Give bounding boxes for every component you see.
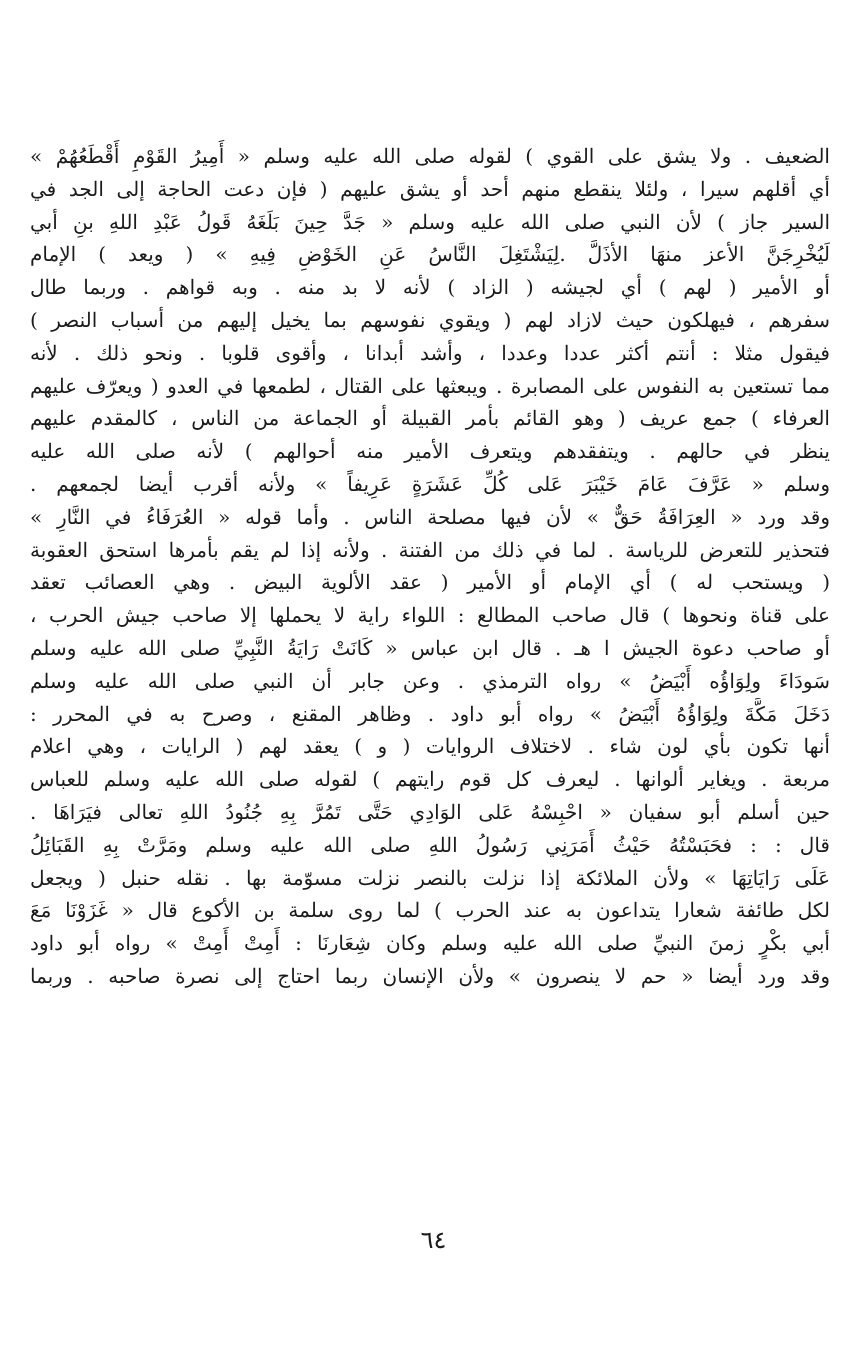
text-line: دَخَلَ مَكَّةَ ولِوَاؤُهُ أَبْيَضُ » رواه أبو داود . وظاهر المقنع ، وصرح به في المحرر : <box>30 701 830 726</box>
text-line: سَودَاءَ ولِوَاؤُه أَبْيَضُ » رواه الترمذي . وعن جابر أن النبي صلى الله عليه وسلم <box>30 668 830 693</box>
text-line: على قناة ونحوها ) قال صاحب المطالع : اللواء راية لا يحملها إلا صاحب جيش الحرب ، <box>30 603 830 628</box>
text-line: وسلم « عَرَّفَ عَامَ خَيْبَرَ عَلى كُلِّ عَشَرَةٍ عَرِيفاً » ولأنه أقرب أيضا لجمعهم . <box>30 471 830 496</box>
text-line: ينظر في حالهم . ويتفقدهم ويتعرف الأمير منه أحوالهم ) لأنه صلى الله عليه <box>30 439 830 464</box>
text-line: أي أقلهم سيرا ، ولئلا ينقطع منهم أحد أو يشق عليهم ( فإن دعت الحاجة إلى الجد في <box>30 176 830 201</box>
text-line: أنها تكون بأي لون شاء . لاختلاف الروايات ( و ) يعقد لهم ( الرايات ، وهي اعلام <box>30 734 830 759</box>
text-line: مما تستعين به النفوس على المصابرة . ويبعثها على القتال ، لطمعها في العدو ( ويعرّف عليهم <box>30 373 830 398</box>
text-line: وقد ورد أيضا « حم لا ينصرون » ولأن الإنسان ربما احتاج إلى نصرة صاحبه . وربما <box>30 963 830 988</box>
text-line: السير جاز ) لأن النبي صلى الله عليه وسلم « جَدَّ حِينَ بَلَغَهُ قَولُ عَبْدِ اللهِ بنِ أبي <box>30 209 830 234</box>
body-text <box>30 140 830 993</box>
page-number: ٦٤ <box>420 1226 447 1254</box>
text-line: فيقول مثلا : أنتم أكثر عددا وعددا ، وأشد أبدانا ، وأقوى قلوبا . ونحو ذلك . لأنه <box>30 340 830 365</box>
text-line: قال : : فحَبَسْتُهُ حَيْثُ أَمَرَنِي رَسُولُ اللهِ صلى الله عليه وسلم ومَرَّتْ بِهِ القَبَائِلُ <box>30 832 830 857</box>
text-line: فتحذير للتعرض للرياسة . لما في ذلك من الفتنة . ولأنه إذا لم يقم بأمرها استحق العقوبة <box>30 537 830 562</box>
text-line: العرفاء ) جمع عريف ( وهو القائم بأمر القبيلة أو الجماعة من الناس ، كالمقدم عليهم <box>30 406 830 431</box>
text-line: ( ويستحب له ) أي الإمام أو الأمير ( عقد الألوية البيض . وهي العصائب تعقد <box>30 570 830 595</box>
text-line: مربعة . ويغاير ألوانها . ليعرف كل قوم رايتهم ) لقوله صلى الله عليه وسلم للعباس <box>30 767 830 792</box>
text-line: لكل طائفة شعارا يتداعون به عند الحرب ) لما روى سلمة بن الأكوع قال « غَزَوْنَا مَعَ <box>30 898 830 923</box>
text-line: أو الأمير ( لهم ) أي لجيشه ( الزاد ) لأنه لا بد منه . وبه قواهم . وربما طال <box>30 275 830 300</box>
text-line: أبي بكْرٍ زمنَ النبيِّ صلى الله عليه وسلم وكان شِعَارنَا : أَمِتْ أَمِتْ » رواه أبو داود <box>30 931 830 956</box>
text-line: عَلَى رَايَاتِهَا » ولأن الملائكة إذا نزلت بالنصر نزلت مسوّمة بها . نقله حنبل ( ويجعل <box>30 865 830 890</box>
text-line: أو صاحب دعوة الجيش ا هـ . قال ابن عباس « كَانَتْ رَايَةُ النَّبِيِّ صلى الله عليه وسلم <box>30 635 830 660</box>
text-line: لَيُخْرِجَنَّ الأعز منهَا الأذَلَّ .لِيَشْتَغِلَ النَّاسُ عَنِ الخَوْضِ فِيهِ » ( ويعد ) الإمام <box>30 242 830 267</box>
text-line: الضعيف . ولا يشق على القوي ) لقوله صلى الله عليه وسلم « أَمِيرُ القَوْمِ أَقْطَعُهُمْ » <box>30 144 830 168</box>
text-line: وقد ورد « العِرَافَةُ حَقٌّ » لأن فيها مصلحة الناس . وأما قوله « العُرَفَاءُ في النَّارِ » <box>30 504 830 529</box>
text-line: سفرهم ، فيهلكون حيث لازاد لهم ( ويقوي نفوسهم بما يخيل إليهم من أسباب النصر ) <box>30 307 830 332</box>
text-line: حين أسلم أبو سفيان « احْبِسْهُ عَلى الوَادِي حَتَّى تَمُرَّ بِهِ جُنُودُ اللهِ تعالى فيَرَاهَا . <box>30 799 830 824</box>
